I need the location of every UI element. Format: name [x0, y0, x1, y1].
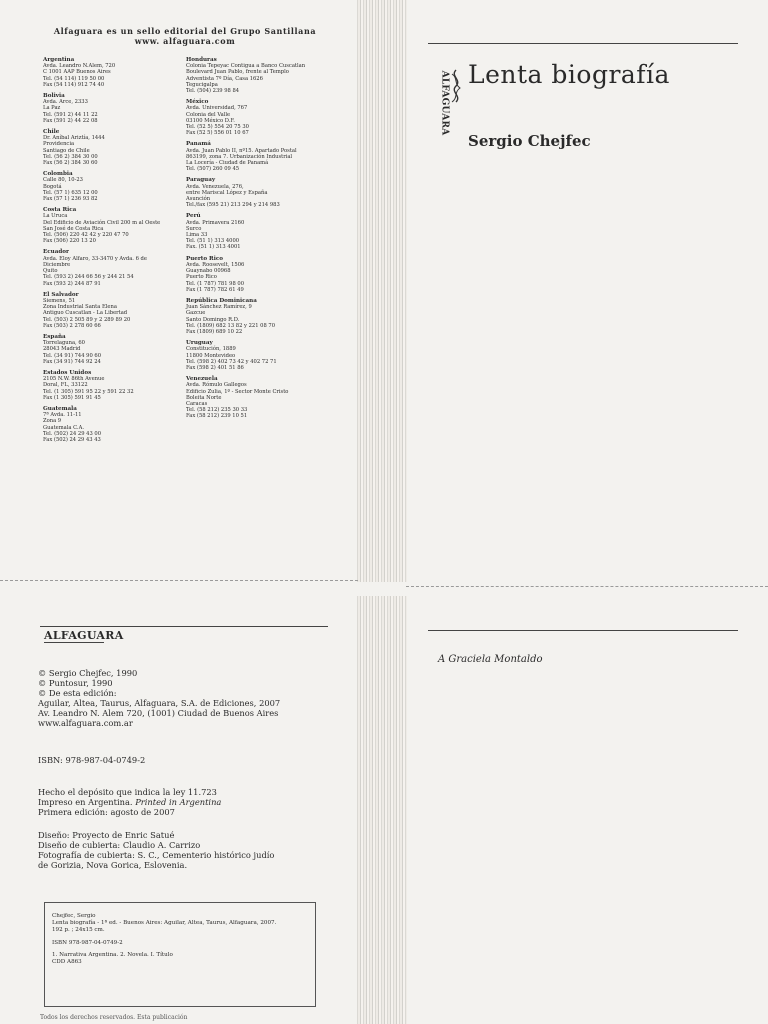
address-line: Puerto Rico: [186, 274, 217, 281]
catalog-record-lines: [52, 913, 276, 966]
catalog-line: ISBN 978-987-04-0749-2: [52, 939, 123, 946]
isbn-block: [38, 755, 145, 765]
address-line: 28043 Madrid: [43, 346, 81, 353]
address-line: Tel./fax (595 21) 213 294 y 214 983: [186, 202, 280, 209]
address-line: Fax (591 2) 44 22 08: [43, 117, 98, 124]
address-line: Fax (506) 220 13 20: [43, 238, 96, 245]
dedication-rule: [428, 630, 738, 631]
address-line: Fax (57 1) 236 93 82: [43, 196, 98, 203]
address-line: Fax (593 2) 244 87 91: [43, 280, 101, 287]
address-country: Costa Rica: [43, 207, 77, 214]
address-line: Avda. Arce, 2333: [43, 99, 88, 106]
address-line: Avda. Primavera 2160: [186, 219, 245, 226]
address-country: España: [43, 333, 66, 340]
address-line: Siemens, 51: [43, 297, 76, 304]
address-line: Guatemala C.A.: [43, 424, 84, 431]
address-line: Calle 80, 10-23: [43, 177, 83, 184]
address-line: Del Edificio de Aviación Civil 200 m al Oeste: [43, 219, 161, 226]
address-line: Gazcue: [186, 310, 206, 317]
spine-gutter-top: [357, 0, 407, 582]
address-line: Fax (52 5) 556 01 10 67: [186, 130, 249, 137]
address-line: Tel. (503) 2 505 89 y 2 289 89 20: [43, 316, 131, 323]
address-country: Colombia: [43, 171, 73, 178]
address-line: Colonia del Valle: [186, 111, 231, 118]
address-country: Venezuela: [186, 376, 218, 383]
address-line: La Paz: [43, 105, 61, 112]
address-line: Boulevard Juan Pablo, frente al Templo: [186, 69, 289, 76]
address-country: Ecuador: [43, 249, 69, 256]
address-country: Uruguay: [186, 340, 213, 347]
address-line: Fax (503) 2 278 60 66: [43, 322, 101, 329]
address-country: Bolivia: [43, 93, 65, 100]
address-line: Avda. Eloy Alfaro, 33-3470 y Avda. 6 de: [43, 255, 147, 262]
address-line: Avda. Roosevelt, 1506: [186, 261, 245, 268]
address-line: Tel. (1809) 682 13 82 y 221 08 70: [186, 322, 276, 329]
spine-gutter-bottom: [357, 596, 407, 1024]
address-line: Fax (1809) 689 10 22: [186, 328, 243, 335]
vertical-logo-text: ALFAGUARA: [439, 70, 450, 136]
address-line: Tel. (54 114) 119 50 00: [43, 75, 105, 82]
catalog-line: Lenta biografía - 1ª ed. - Buenos Aires: Aguilar, Altea, Taurus, Alfaguara, 2007.: [52, 920, 277, 926]
address-country: Chile: [43, 129, 60, 136]
address-line: Constitución, 1889: [186, 346, 236, 353]
publisher-header-line1: Alfaguara es un sello editorial del Grupo Santillana: [53, 26, 317, 36]
copyright-line: Av. Leandro N. Alem 720, (1001) Ciudad de Buenos Aires: [38, 708, 279, 718]
address-line: Antiguo Cuscatlan - La Libertad: [43, 310, 128, 317]
copyright-line: © Puntosur, 1990: [38, 678, 113, 688]
publisher-header: [40, 26, 330, 46]
catalog-record-box: [44, 902, 316, 1007]
design-credit-line: de Gorizia, Nova Gorica, Eslovenia.: [38, 860, 188, 870]
address-line: Asunción: [186, 196, 211, 203]
address-country: Puerto Rico: [186, 255, 223, 262]
book-author: Sergio Chejfec: [468, 132, 591, 150]
address-line: Tegucigalpa: [186, 81, 218, 88]
address-line: Lima 33: [186, 232, 208, 239]
address-line: La Uruca: [43, 213, 68, 220]
design-credit-line: Diseño de cubierta: Claudio A. Carrizo: [38, 840, 201, 850]
address-country: Estados Unidos: [43, 369, 92, 376]
address-line: Tel. (507) 260 09 45: [186, 166, 240, 173]
copyright-line: Aguilar, Altea, Taurus, Alfaguara, S.A. de Ediciones, 2007: [38, 698, 281, 708]
address-line: Fax (1 787) 782 61 49: [186, 286, 244, 293]
catalog-line: CDD A863: [52, 959, 82, 966]
address-line: Fax (502) 24 29 43 43: [43, 436, 101, 443]
address-line: San José de Costa Rica: [43, 225, 104, 232]
address-country: El Salvador: [43, 291, 79, 298]
legal-lines: [38, 787, 221, 817]
address-line: Santiago de Chile: [43, 147, 90, 154]
address-line: 863199, zona 7. Urbanización Industrial: [186, 153, 293, 160]
legal-line: Hecho el depósito que indica la ley 11.723: [38, 787, 217, 797]
address-line: Bogotá: [43, 183, 62, 190]
address-line: Doral, FL, 33122: [43, 382, 88, 389]
alfaguara-vertical-logo: [430, 70, 450, 138]
publisher-header-line2: www. alfaguara.com: [134, 36, 236, 46]
address-country: Guatemala: [43, 405, 77, 412]
address-line: Tel. (504) 239 98 84: [186, 88, 240, 95]
address-country: Honduras: [186, 57, 217, 63]
design-credits: [38, 830, 274, 870]
address-country: Paraguay: [186, 177, 216, 184]
page-divider-left: [0, 580, 358, 581]
copyright-line: www.alfaguara.com.ar: [38, 718, 133, 728]
address-line: Boleita Norte: [186, 394, 222, 401]
address-line: Zona 9: [43, 418, 62, 425]
address-line: Fax (1 305) 591 91 45: [43, 394, 101, 401]
catalog-line: 192 p. ; 24x15 cm.: [52, 927, 105, 933]
address-line: Guaynabo 00968: [186, 268, 231, 275]
address-line: Colonia Tepeyac Contigua a Banco Cuscatlan: [186, 63, 306, 70]
addresses-right-column: [186, 57, 336, 420]
book-title: Lenta biografía: [468, 60, 670, 89]
address-line: C 1001 AAP Buenos Aires: [43, 69, 111, 76]
isbn: ISBN: 978-987-04-0749-2: [38, 755, 146, 765]
address-line: Dr. Aníbal Ariztía, 1444: [43, 135, 105, 142]
address-country: México: [186, 99, 209, 106]
legal-line: Impreso en Argentina. Printed in Argentina: [38, 797, 222, 807]
address-country: Argentina: [43, 57, 75, 63]
address-country: Perú: [186, 213, 201, 220]
address-line: Tel. (34 91) 744 90 60: [43, 352, 102, 359]
copyright-line: © De esta edición:: [38, 688, 117, 698]
address-line: 7ª Avda. 11-11: [43, 412, 82, 419]
address-line: Fax (54 114) 912 74 40: [43, 81, 105, 88]
address-line: Surco: [186, 225, 202, 232]
address-line: Fax (56 2) 384 30 60: [43, 160, 98, 167]
address-line: Fax (598 2) 401 51 86: [186, 364, 244, 371]
address-line: Tel. (56 2) 384 30 00: [43, 153, 98, 160]
address-line: Fax. (51 1) 313 4001: [186, 244, 241, 251]
alfaguara-logo: ALFAGUARA: [44, 629, 124, 642]
address-line: Fax (58 212) 239 10 51: [186, 413, 248, 420]
addresses-left-column: [43, 57, 193, 443]
address-line: Tel. (1 787) 781 98 00: [186, 280, 245, 287]
address-line: Santo Domingo R.D.: [186, 316, 240, 323]
address-line: Fax (34 91) 744 92 24: [43, 358, 101, 365]
address-line: Tel. (591 2) 44 11 22: [43, 111, 98, 118]
address-line: Avda. Rómulo Gallegos: [186, 382, 247, 389]
address-line: Edificio Zulia, 1º - Sector Monte Cristo: [186, 388, 289, 395]
address-country: Panamá: [186, 141, 211, 148]
address-line: Avda. Juan Pablo II, nº15. Apartado Postal: [186, 147, 297, 154]
address-line: 11800 Montevideo: [186, 352, 236, 359]
address-line: entre Mariscal López y España: [186, 189, 268, 196]
address-line: La Locería - Ciudad de Panamá: [186, 160, 269, 167]
rights-note: Todos los derechos reservados. Esta publicación: [40, 1014, 188, 1021]
legal-line: Primera edición: agosto de 2007: [38, 807, 175, 817]
address-country: República Dominicana: [186, 297, 257, 304]
copyright-rule: [40, 626, 328, 627]
address-line: Avda. Leandro N.Alem, 720: [43, 63, 116, 70]
address-line: Torrelaguna, 60: [43, 340, 85, 347]
address-line: Caracas: [186, 400, 208, 407]
catalog-line: Chejfec, Sergio: [52, 913, 96, 919]
copyright-line: © Sergio Chejfec, 1990: [38, 668, 138, 678]
address-line: Tel. (51 1) 313 4000: [186, 238, 240, 245]
address-line: Tel. (1 305) 591 95 22 y 591 22 32: [43, 388, 134, 395]
address-line: Quito: [43, 268, 58, 275]
design-credit-line: Fotografía de cubierta: S. C., Cementerio histórico judío: [38, 850, 275, 860]
address-line: Diciembre: [43, 261, 71, 268]
address-line: Avda. Venezuela, 276,: [186, 183, 244, 190]
logo-underline: [44, 642, 104, 643]
page-divider-right: [406, 586, 768, 587]
address-line: Avda. Universidad, 767: [186, 105, 248, 112]
copyright-lines: [38, 668, 280, 728]
address-line: Tel. (506) 220 42 42 y 220 47 70: [43, 232, 129, 239]
dedication: A Graciela Montaldo: [438, 654, 543, 665]
address-line: Tel. (598 2) 402 73 42 y 402 72 71: [186, 358, 277, 365]
address-line: Tel. (502) 24 29 43 00: [43, 430, 102, 437]
address-line: Tel. (593 2) 244 66 56 y 244 21 54: [43, 274, 134, 281]
address-line: Providencia: [43, 141, 75, 148]
address-line: Tel. (58 212) 235 30 33: [186, 407, 248, 414]
address-line: 2105 N.W. 86th Avenue: [43, 376, 105, 383]
catalog-line: 1. Narrativa Argentina. 2. Novela. I. Título: [52, 952, 173, 959]
address-line: Adventista 7º Día, Casa 1626: [186, 75, 263, 82]
address-line: Zona Industrial Santa Elena: [43, 304, 117, 311]
design-credit-line: Diseño: Proyecto de Enric Satué: [38, 830, 175, 840]
address-line: Tel. (57 1) 635 12 00: [43, 189, 98, 196]
address-line: 03100 México D.F.: [186, 117, 235, 124]
address-line: Juan Sánchez Ramírez, 9: [186, 304, 252, 311]
address-line: Tel. (52 5) 554 20 75 30: [186, 124, 249, 131]
alfaguara-ornament-icon: [448, 68, 464, 108]
title-rule: [428, 43, 738, 44]
